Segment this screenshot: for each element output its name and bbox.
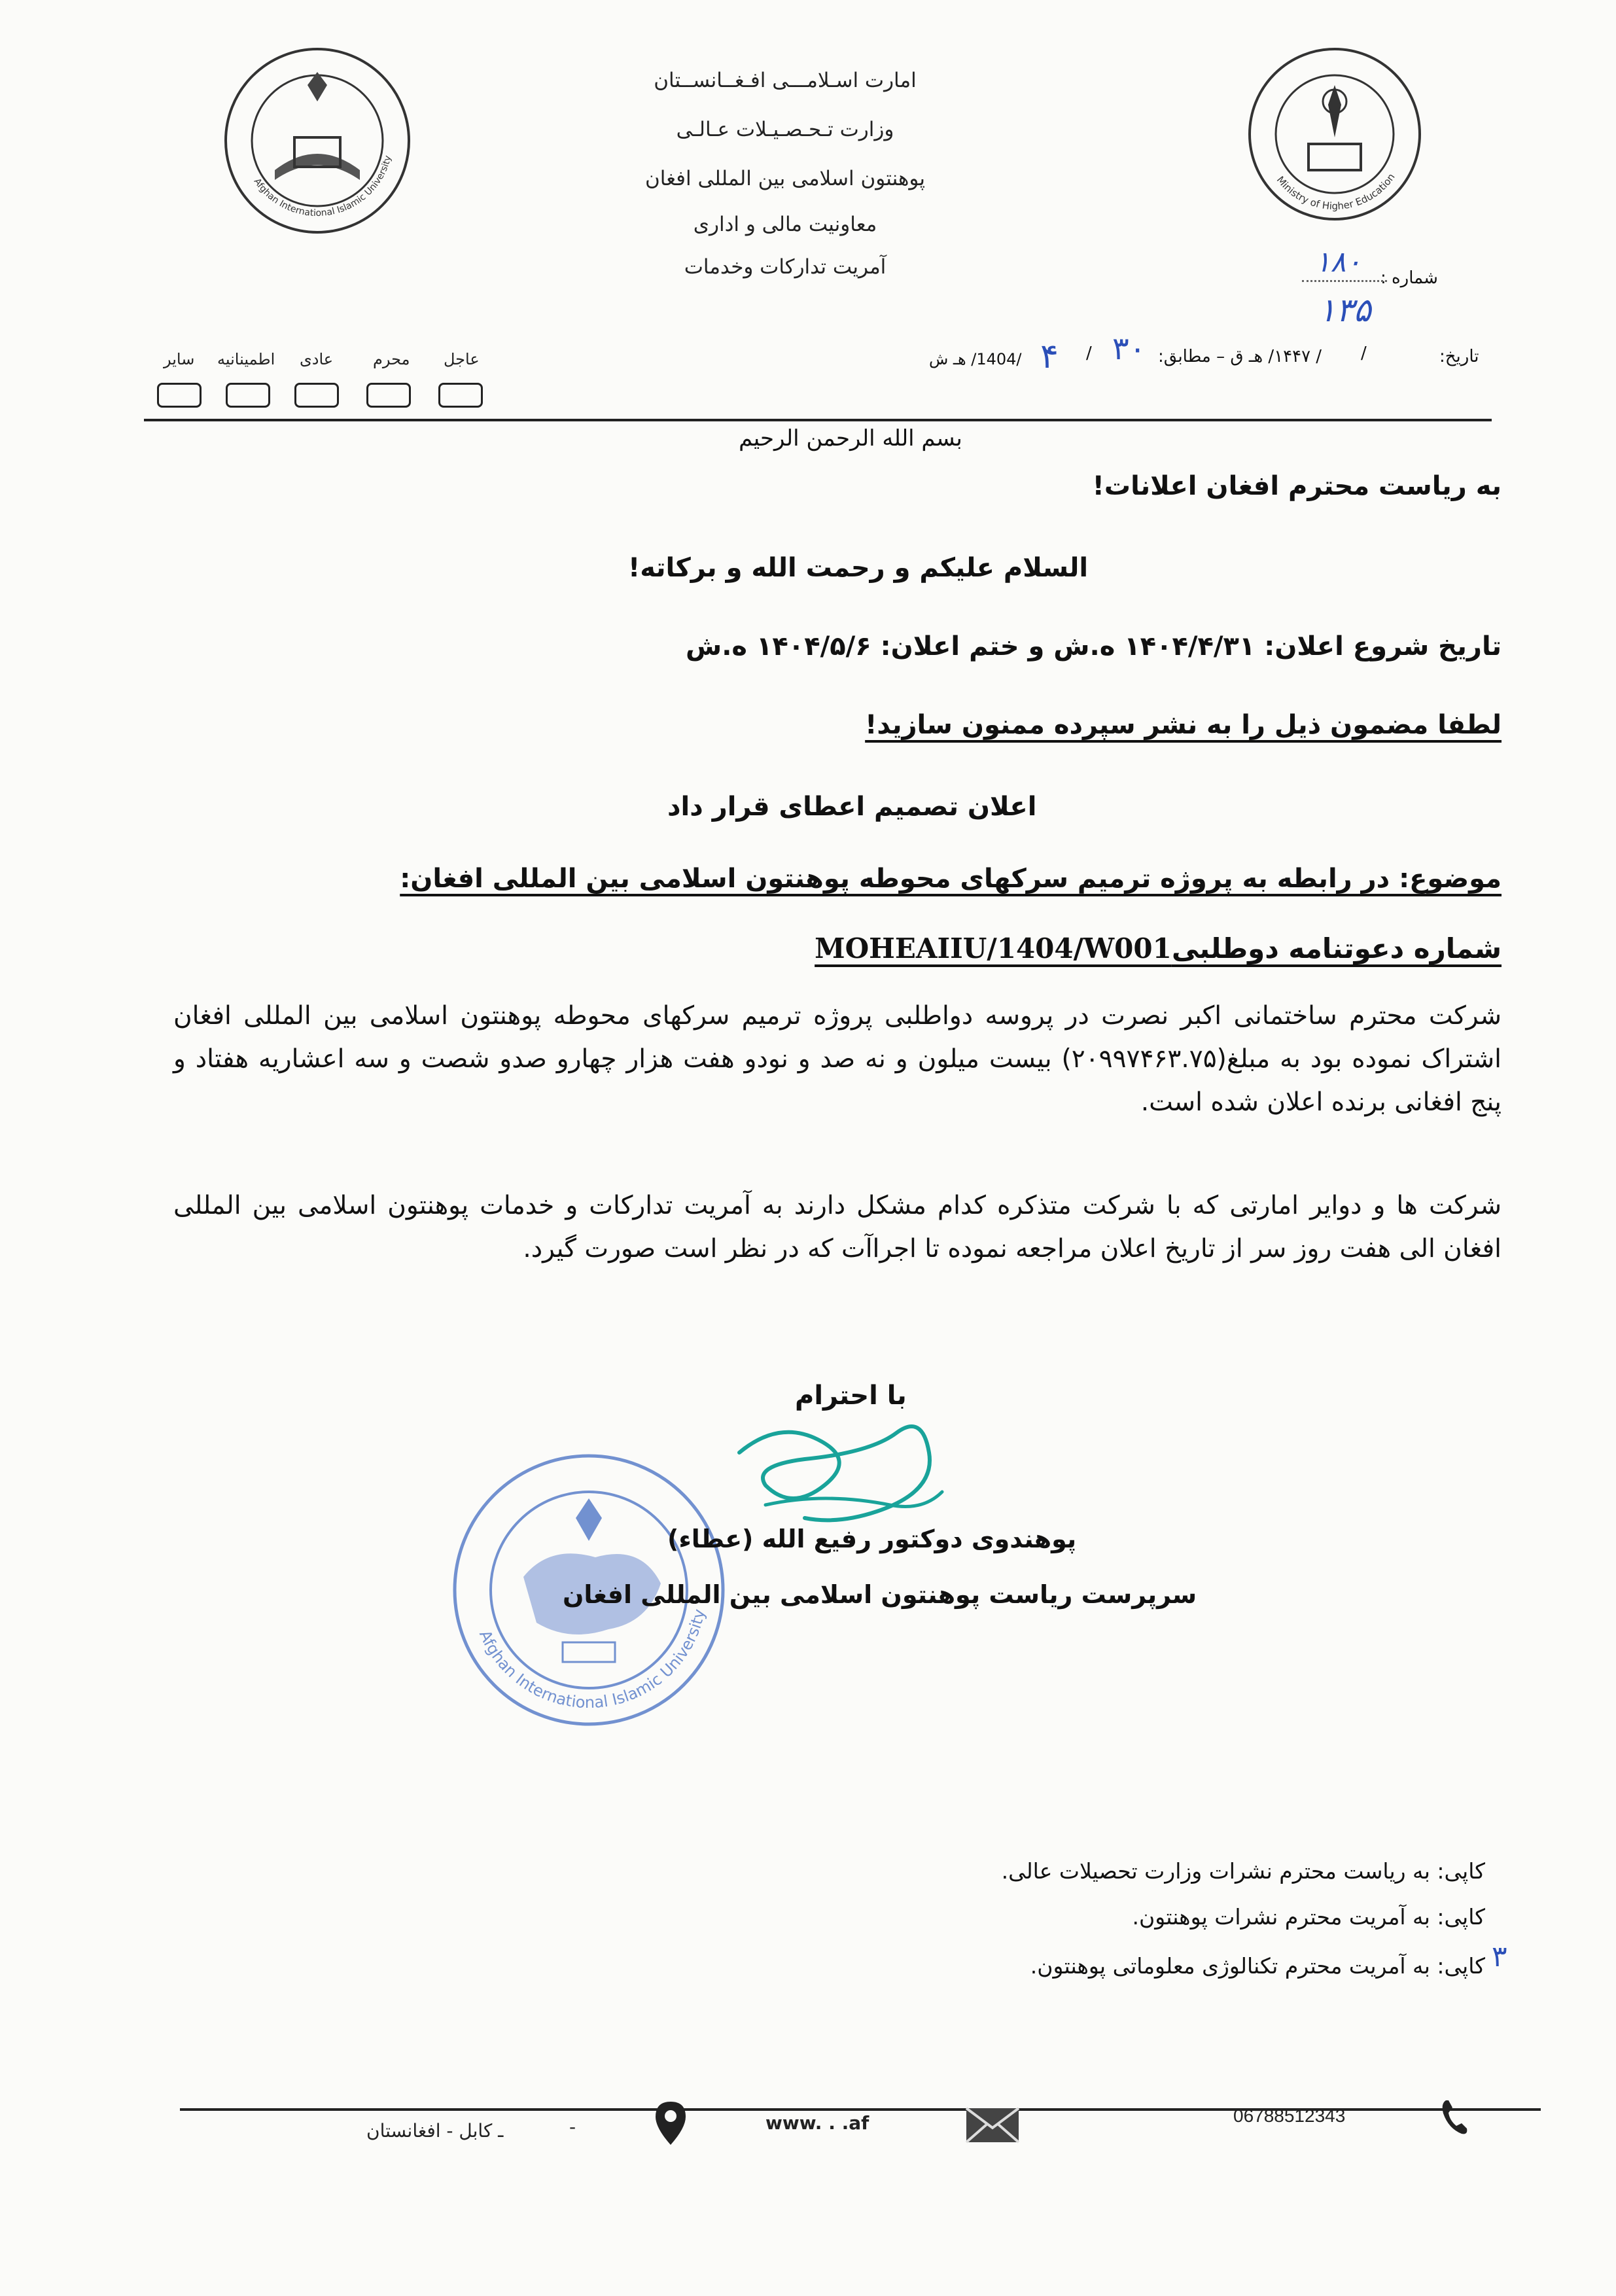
closing: با احترام xyxy=(795,1381,907,1411)
priority-assurance-box[interactable] xyxy=(226,383,270,408)
complaint-paragraph: شرکت ها و دوایر امارتی که با شرکت متذکره کدام مشکل دارند به آمریت تدارکات و خدمات پوهنتون اسلامی بین المللی افغان الی هفت روز سر از تاریخ اعلان مراجعه نموده تا اجراآت که در نظر است صورت گیرد. xyxy=(173,1191,1502,1263)
svg-text:Ministry of Higher Education: Ministry of Higher Education xyxy=(1274,171,1397,213)
header-department: آمریت تدارکات وخدمات xyxy=(684,255,887,279)
priority-urgent-label: عاجل xyxy=(444,350,480,368)
number-handwritten: ۱۸۰ xyxy=(1315,245,1361,279)
signatory-title: سرپرست ریاست پوهنتون اسلامی بین المللی افغان xyxy=(563,1580,1197,1609)
priority-urgent-box[interactable] xyxy=(438,383,483,408)
recipient: به ریاست محترم افغان اعلانات! xyxy=(1092,471,1502,501)
tender-label: شماره دعوتنامه دوطلبی xyxy=(1171,932,1502,964)
copy-handwritten-mark: ۳ xyxy=(1492,1940,1507,1973)
phone-icon xyxy=(1439,2097,1469,2139)
address: ـ کابل - افغانستان xyxy=(366,2120,504,2142)
tender-number-line xyxy=(815,932,1502,964)
header-ministry: وزارت تـحـصـیـلات عـالـی xyxy=(676,118,894,141)
ministry-seal xyxy=(1240,39,1430,229)
priority-assurance-label: اطمینانیه xyxy=(217,350,275,368)
signatory-name: پوهندوی دوکتور رفیع الله (عطاء) xyxy=(667,1525,1077,1553)
subject-line: موضوع: در رابطه به پروژه ترمیم سرکهای محوطه پوهنتون اسلامی بین المللی افغان: xyxy=(400,864,1502,894)
phone-number: 06788512343 xyxy=(1233,2106,1346,2126)
priority-other-label: سایر xyxy=(164,350,195,368)
number-label: شماره : xyxy=(1380,268,1438,288)
header-university: پوهنتون اسلامی بین المللی افغان xyxy=(645,167,925,190)
copy-2: کاپی: به آمریت محترم نشرات پوهنتون. xyxy=(1132,1904,1485,1930)
copy-1: کاپی: به ریاست محترم نشرات وزارت تحصیلات عالی. xyxy=(1001,1858,1485,1884)
website: www. . .af xyxy=(765,2112,869,2134)
date-month-handwritten: ۴ xyxy=(1040,337,1059,376)
svg-text:Afghan International Islamic U: Afghan International Islamic University xyxy=(251,154,394,219)
announcement-title: اعلان تصمیم اعطای قرار داد xyxy=(667,792,1037,822)
date-hijri: / ۱۴۴۷/ هـ ق – مطابق: xyxy=(1158,347,1322,366)
publish-request: لطفا مضمون ذیل را به نشر سپرده ممنون سازید! xyxy=(865,710,1502,740)
greeting: السلام علیکم و رحمت الله و برکاته! xyxy=(628,553,1089,583)
location-icon xyxy=(654,2100,687,2149)
date-solar: /1404/ هـ ش xyxy=(929,350,1022,368)
footer-dash: - xyxy=(569,2116,576,2138)
date-sep: / xyxy=(1361,344,1367,363)
svg-text:Afghan International Islamic U: Afghan International Islamic University xyxy=(475,1607,709,1712)
award-paragraph: شرکت محترم ساختمانی اکبر نصرت در پروسه دواطلبی پروژه ترمیم سرکهای محوطه پوهنتون اسلامی بین المللی افغان اشتراک نموده بود به مبلغ(۲۰۹۹۷۴۶۳.۷۵) بیست میلون و نه صد و نودو هفت هزار چهارو صدو شصت و سه اعشاریه هفتاد و پنج افغانی برنده اعلان شده است. xyxy=(173,1001,1502,1117)
header-deputy: معاونیت مالی و اداری xyxy=(693,213,877,236)
priority-confidential-label: محرم xyxy=(373,350,410,368)
tender-number: MOHEAIIU/1404/W001 xyxy=(815,932,1172,964)
date-sep-2: / xyxy=(1086,344,1092,363)
date-day-handwritten: ۳۰ xyxy=(1112,330,1146,367)
ad-dates: تاریخ شروع اعلان: ۱۴۰۴/۴/۳۱ ه.ش و ختم اعلان: ۱۴۰۴/۵/۶ ه.ش xyxy=(686,631,1502,662)
date-label: تاریخ: xyxy=(1439,347,1479,366)
priority-other-box[interactable] xyxy=(157,383,202,408)
priority-confidential-box[interactable] xyxy=(366,383,411,408)
priority-normal-label: عادی xyxy=(300,350,334,368)
header-divider xyxy=(144,419,1492,421)
copy-3: کاپی: به آمریت محترم تکنالوژی معلوماتی پوهنتون. xyxy=(1030,1953,1485,1979)
university-seal xyxy=(216,39,419,242)
basmala: بسم الله الرحمن الرحیم xyxy=(739,425,962,451)
priority-normal-box[interactable] xyxy=(294,383,339,408)
header-emirate: امارت اسـلامـــی افـغــانســتان xyxy=(654,69,917,92)
number-handwritten-second: ۱۳۵ xyxy=(1318,291,1371,329)
email-icon xyxy=(965,2107,1020,2146)
